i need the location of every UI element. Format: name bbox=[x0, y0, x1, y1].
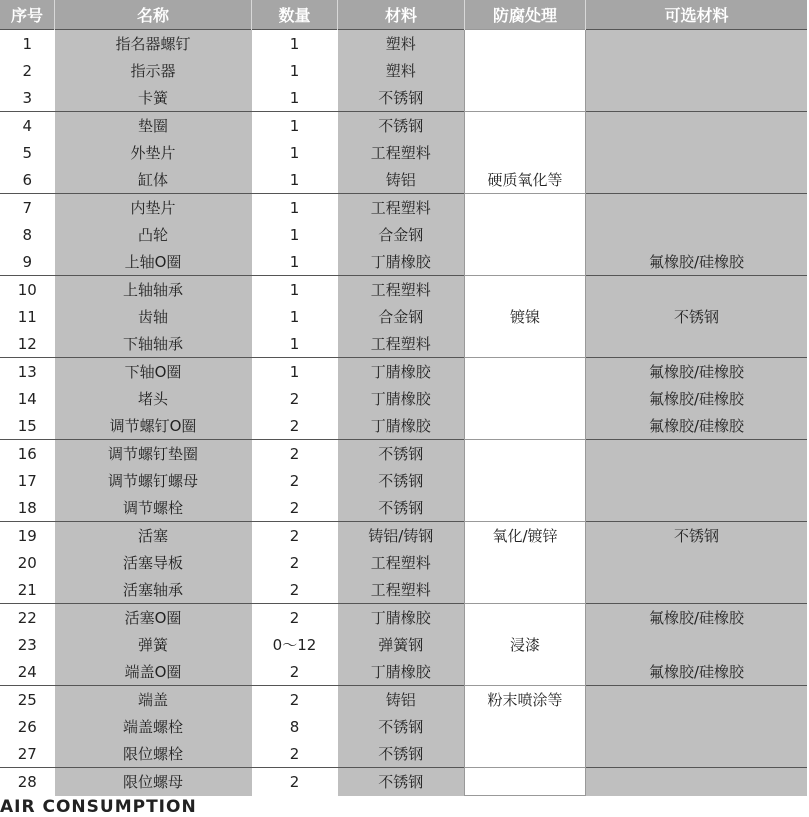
row-name: 限位螺栓 bbox=[55, 740, 252, 768]
row-name: 限位螺母 bbox=[55, 768, 252, 796]
row-anticorrosion bbox=[465, 248, 586, 276]
row-index: 17 bbox=[17, 471, 37, 490]
row-index: 21 bbox=[17, 580, 37, 599]
row-index: 3 bbox=[22, 88, 33, 107]
row-alternative-material: 氟橡胶/硅橡胶 bbox=[586, 604, 808, 632]
row-material: 不锈钢 bbox=[338, 112, 465, 140]
row-alternative-material bbox=[586, 549, 808, 576]
table-row bbox=[0, 84, 807, 112]
row-anticorrosion bbox=[465, 768, 586, 796]
row-name: 指示器 bbox=[55, 57, 252, 84]
row-name: 端盖O圈 bbox=[55, 658, 252, 686]
row-anticorrosion bbox=[465, 412, 586, 440]
row-anticorrosion: 粉末喷涂等 bbox=[465, 686, 586, 714]
row-index: 12 bbox=[17, 334, 37, 353]
row-anticorrosion bbox=[465, 658, 586, 686]
row-alternative-material bbox=[586, 30, 808, 58]
footer-cutoff-heading: AIR CONSUMPTION bbox=[0, 797, 197, 817]
row-material: 工程塑料 bbox=[338, 276, 465, 304]
row-alternative-material bbox=[586, 139, 808, 166]
row-name: 活塞 bbox=[55, 522, 252, 550]
table-row bbox=[0, 166, 807, 194]
row-anticorrosion bbox=[465, 194, 586, 222]
row-alternative-material: 氟橡胶/硅橡胶 bbox=[586, 658, 808, 686]
row-index: 28 bbox=[0, 768, 55, 796]
row-anticorrosion bbox=[465, 494, 586, 522]
row-quantity: 1 bbox=[289, 88, 300, 107]
row-quantity: 2 bbox=[252, 768, 338, 796]
row-anticorrosion: 浸漆 bbox=[465, 631, 586, 658]
table-row bbox=[0, 248, 807, 276]
row-material: 丁腈橡胶 bbox=[338, 412, 465, 440]
row-alternative-material: 不锈钢 bbox=[586, 522, 808, 550]
row-index: 19 bbox=[0, 522, 55, 550]
row-alternative-material bbox=[586, 713, 808, 740]
row-material: 工程塑料 bbox=[338, 194, 465, 222]
row-anticorrosion bbox=[465, 740, 586, 768]
row-material: 不锈钢 bbox=[338, 84, 465, 112]
table-row bbox=[0, 139, 807, 166]
row-quantity: 1 bbox=[289, 334, 300, 353]
row-anticorrosion bbox=[465, 604, 586, 632]
row-material: 丁腈橡胶 bbox=[338, 385, 465, 412]
row-name: 指名器螺钉 bbox=[55, 30, 252, 58]
table-row bbox=[0, 330, 807, 358]
header-quantity: 数量 bbox=[252, 0, 338, 30]
row-anticorrosion bbox=[465, 30, 586, 58]
header-name: 名称 bbox=[55, 0, 252, 30]
row-quantity: 1 bbox=[252, 30, 338, 58]
row-material: 铸铝/铸钢 bbox=[338, 522, 465, 550]
row-quantity: 2 bbox=[289, 498, 300, 517]
row-alternative-material bbox=[586, 768, 808, 796]
table-row bbox=[0, 494, 807, 522]
table-row bbox=[0, 713, 807, 740]
header-anticorrosion: 防腐处理 bbox=[465, 0, 586, 30]
row-quantity: 2 bbox=[289, 662, 300, 681]
table-row bbox=[0, 221, 807, 248]
row-alternative-material bbox=[586, 494, 808, 522]
row-material: 工程塑料 bbox=[338, 576, 465, 604]
header-row bbox=[0, 0, 807, 30]
row-alternative-material bbox=[586, 112, 808, 140]
row-alternative-material bbox=[586, 686, 808, 714]
row-index: 2 bbox=[22, 61, 33, 80]
row-material: 合金钢 bbox=[338, 221, 465, 248]
header-index: 序号 bbox=[0, 0, 55, 30]
row-material: 塑料 bbox=[338, 30, 465, 58]
row-name: 活塞轴承 bbox=[55, 576, 252, 604]
row-material: 工程塑料 bbox=[338, 139, 465, 166]
row-alternative-material bbox=[586, 330, 808, 358]
row-index: 26 bbox=[17, 717, 37, 736]
table-row bbox=[0, 440, 807, 468]
row-material: 不锈钢 bbox=[338, 740, 465, 768]
row-name: 活塞O圈 bbox=[55, 604, 252, 632]
row-anticorrosion bbox=[465, 221, 586, 248]
row-material: 丁腈橡胶 bbox=[338, 358, 465, 386]
row-anticorrosion: 镀镍 bbox=[465, 303, 586, 330]
row-quantity: 2 bbox=[289, 553, 300, 572]
row-name: 垫圈 bbox=[55, 112, 252, 140]
table-row bbox=[0, 631, 807, 658]
row-name: 内垫片 bbox=[55, 194, 252, 222]
row-alternative-material bbox=[586, 276, 808, 304]
row-quantity: 1 bbox=[289, 143, 300, 162]
row-material: 不锈钢 bbox=[338, 494, 465, 522]
row-quantity: 1 bbox=[289, 170, 300, 189]
row-material: 不锈钢 bbox=[338, 440, 465, 468]
table-row bbox=[0, 385, 807, 412]
row-quantity: 1 bbox=[252, 358, 338, 386]
row-name: 上轴O圈 bbox=[55, 248, 252, 276]
table-row bbox=[0, 303, 807, 330]
table-row bbox=[0, 658, 807, 686]
row-index: 14 bbox=[17, 389, 37, 408]
row-anticorrosion bbox=[465, 549, 586, 576]
row-index: 16 bbox=[0, 440, 55, 468]
row-anticorrosion bbox=[465, 112, 586, 140]
row-name: 凸轮 bbox=[55, 221, 252, 248]
row-quantity: 1 bbox=[252, 112, 338, 140]
row-material: 不锈钢 bbox=[338, 713, 465, 740]
row-material: 铸铝 bbox=[338, 686, 465, 714]
row-quantity: 2 bbox=[252, 440, 338, 468]
row-material: 弹簧钢 bbox=[338, 631, 465, 658]
row-index: 18 bbox=[17, 498, 37, 517]
row-name: 端盖 bbox=[55, 686, 252, 714]
row-name: 下轴O圈 bbox=[55, 358, 252, 386]
row-alternative-material bbox=[586, 467, 808, 494]
row-name: 端盖螺栓 bbox=[55, 713, 252, 740]
row-alternative-material bbox=[586, 166, 808, 194]
row-alternative-material bbox=[586, 57, 808, 84]
row-anticorrosion bbox=[465, 358, 586, 386]
row-material: 合金钢 bbox=[338, 303, 465, 330]
row-alternative-material bbox=[586, 194, 808, 222]
row-alternative-material bbox=[586, 440, 808, 468]
row-name: 调节螺栓 bbox=[55, 494, 252, 522]
row-index: 25 bbox=[0, 686, 55, 714]
row-quantity: 2 bbox=[289, 389, 300, 408]
table-row bbox=[0, 522, 807, 550]
row-quantity: 0～12 bbox=[272, 636, 317, 654]
row-alternative-material bbox=[586, 631, 808, 658]
row-index: 24 bbox=[17, 662, 37, 681]
table-row bbox=[0, 549, 807, 576]
row-quantity: 1 bbox=[289, 307, 300, 326]
row-anticorrosion bbox=[465, 440, 586, 468]
row-anticorrosion: 硬质氧化等 bbox=[465, 166, 586, 194]
header-material: 材料 bbox=[338, 0, 465, 30]
row-name: 调节螺钉螺母 bbox=[55, 467, 252, 494]
row-name: 调节螺钉垫圈 bbox=[55, 440, 252, 468]
row-index: 5 bbox=[22, 143, 33, 162]
row-quantity: 1 bbox=[289, 225, 300, 244]
row-index: 6 bbox=[22, 170, 33, 189]
row-material: 丁腈橡胶 bbox=[338, 658, 465, 686]
row-alternative-material bbox=[586, 84, 808, 112]
row-material: 不锈钢 bbox=[338, 467, 465, 494]
row-quantity: 2 bbox=[252, 686, 338, 714]
row-quantity: 2 bbox=[252, 604, 338, 632]
table-row bbox=[0, 112, 807, 140]
row-material: 塑料 bbox=[338, 57, 465, 84]
table-row bbox=[0, 604, 807, 632]
table-row bbox=[0, 768, 807, 796]
table-row bbox=[0, 276, 807, 304]
row-quantity: 1 bbox=[252, 194, 338, 222]
row-index: 23 bbox=[17, 635, 37, 654]
row-alternative-material: 氟橡胶/硅橡胶 bbox=[586, 385, 808, 412]
table-row bbox=[0, 57, 807, 84]
row-material: 工程塑料 bbox=[338, 330, 465, 358]
table-row bbox=[0, 194, 807, 222]
row-index: 9 bbox=[22, 252, 33, 271]
row-alternative-material bbox=[586, 221, 808, 248]
row-name: 弹簧 bbox=[55, 631, 252, 658]
row-name: 外垫片 bbox=[55, 139, 252, 166]
row-index: 10 bbox=[0, 276, 55, 304]
row-index: 15 bbox=[17, 416, 37, 435]
row-index: 7 bbox=[0, 194, 55, 222]
row-quantity: 2 bbox=[289, 580, 300, 599]
header-alternative-material: 可选材料 bbox=[586, 0, 808, 30]
row-anticorrosion bbox=[465, 385, 586, 412]
row-index: 27 bbox=[17, 744, 37, 763]
row-anticorrosion: 氧化/镀锌 bbox=[465, 522, 586, 550]
row-alternative-material: 不锈钢 bbox=[586, 303, 808, 330]
row-index: 11 bbox=[17, 307, 37, 326]
row-index: 20 bbox=[17, 553, 37, 572]
row-anticorrosion bbox=[465, 467, 586, 494]
row-quantity: 2 bbox=[289, 744, 300, 763]
row-material: 不锈钢 bbox=[338, 768, 465, 796]
row-alternative-material: 氟橡胶/硅橡胶 bbox=[586, 412, 808, 440]
table-row bbox=[0, 686, 807, 714]
row-quantity: 1 bbox=[289, 61, 300, 80]
row-alternative-material bbox=[586, 576, 808, 604]
row-anticorrosion bbox=[465, 57, 586, 84]
row-name: 卡簧 bbox=[55, 84, 252, 112]
table-row bbox=[0, 412, 807, 440]
row-anticorrosion bbox=[465, 576, 586, 604]
row-name: 活塞导板 bbox=[55, 549, 252, 576]
row-name: 缸体 bbox=[55, 166, 252, 194]
row-quantity: 2 bbox=[252, 522, 338, 550]
row-name: 堵头 bbox=[55, 385, 252, 412]
row-alternative-material: 氟橡胶/硅橡胶 bbox=[586, 248, 808, 276]
row-name: 下轴轴承 bbox=[55, 330, 252, 358]
row-index: 13 bbox=[0, 358, 55, 386]
row-anticorrosion bbox=[465, 713, 586, 740]
row-quantity: 2 bbox=[289, 471, 300, 490]
row-material: 丁腈橡胶 bbox=[338, 604, 465, 632]
row-anticorrosion bbox=[465, 276, 586, 304]
row-index: 1 bbox=[0, 30, 55, 58]
row-material: 丁腈橡胶 bbox=[338, 248, 465, 276]
row-name: 调节螺钉O圈 bbox=[55, 412, 252, 440]
row-anticorrosion bbox=[465, 139, 586, 166]
row-material: 铸铝 bbox=[338, 166, 465, 194]
row-quantity: 1 bbox=[252, 276, 338, 304]
row-alternative-material: 氟橡胶/硅橡胶 bbox=[586, 358, 808, 386]
row-quantity: 8 bbox=[289, 717, 300, 736]
table-row bbox=[0, 358, 807, 386]
table-row bbox=[0, 467, 807, 494]
table-row bbox=[0, 30, 807, 58]
row-index: 22 bbox=[0, 604, 55, 632]
table-row bbox=[0, 740, 807, 768]
row-material: 工程塑料 bbox=[338, 549, 465, 576]
table-row bbox=[0, 576, 807, 604]
row-anticorrosion bbox=[465, 330, 586, 358]
row-index: 4 bbox=[0, 112, 55, 140]
row-anticorrosion bbox=[465, 84, 586, 112]
row-alternative-material bbox=[586, 740, 808, 768]
row-index: 8 bbox=[22, 225, 33, 244]
row-name: 上轴轴承 bbox=[55, 276, 252, 304]
row-quantity: 1 bbox=[289, 252, 300, 271]
row-name: 齿轴 bbox=[55, 303, 252, 330]
row-quantity: 2 bbox=[289, 416, 300, 435]
